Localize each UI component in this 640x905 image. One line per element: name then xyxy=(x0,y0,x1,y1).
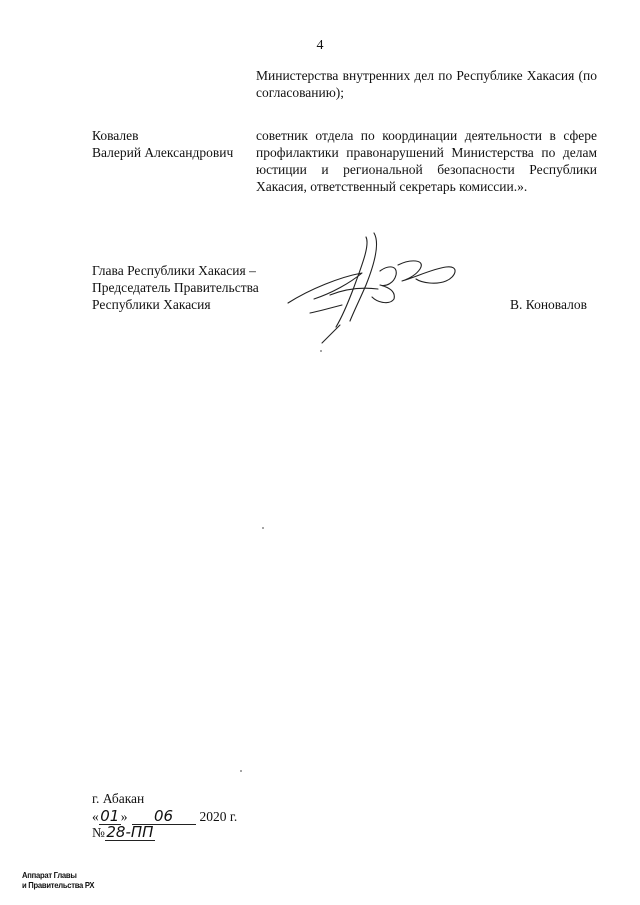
number-label: № xyxy=(92,825,105,840)
document-number xyxy=(92,824,155,841)
member-description: советник отдела по координации деятельности в сфере профилактики правонарушений Министерства по делам юстиции и региональной безопасности Республики Хакасия, ответственный секретарь комиссии.». xyxy=(256,128,597,194)
page-number: 4 xyxy=(316,38,324,53)
signatory-title-line1: Глава Республики Хакасия – xyxy=(92,263,256,278)
continuation-text: Министерства внутренних дел по Республике Хакасия (по согласованию); xyxy=(256,68,597,100)
city: г. Абакан xyxy=(92,791,145,806)
signatory-title xyxy=(92,262,292,313)
handwritten-signature xyxy=(270,225,470,345)
signer-name: В. Коновалов xyxy=(510,297,587,312)
office-stamp xyxy=(22,870,94,890)
date-month: 06 xyxy=(132,809,196,825)
date-day: 01 xyxy=(100,807,120,825)
speck xyxy=(240,770,242,772)
signatory-title-line3: Республики Хакасия xyxy=(92,297,211,312)
date-close-quote: » xyxy=(120,809,128,824)
speck xyxy=(262,527,264,529)
date-year: 2020 г. xyxy=(199,809,238,824)
number-value: 28-ПП xyxy=(106,823,154,841)
speck xyxy=(320,350,322,352)
stamp-line2: и Правительства РХ xyxy=(22,880,95,890)
signatory-title-line2: Председатель Правительства xyxy=(92,280,259,295)
member-name xyxy=(92,127,262,161)
date-open-quote: « xyxy=(92,809,99,824)
member-given-names: Валерий Александрович xyxy=(92,145,234,160)
member-surname: Ковалев xyxy=(92,128,139,143)
stamp-line1: Аппарат Главы xyxy=(22,870,77,880)
